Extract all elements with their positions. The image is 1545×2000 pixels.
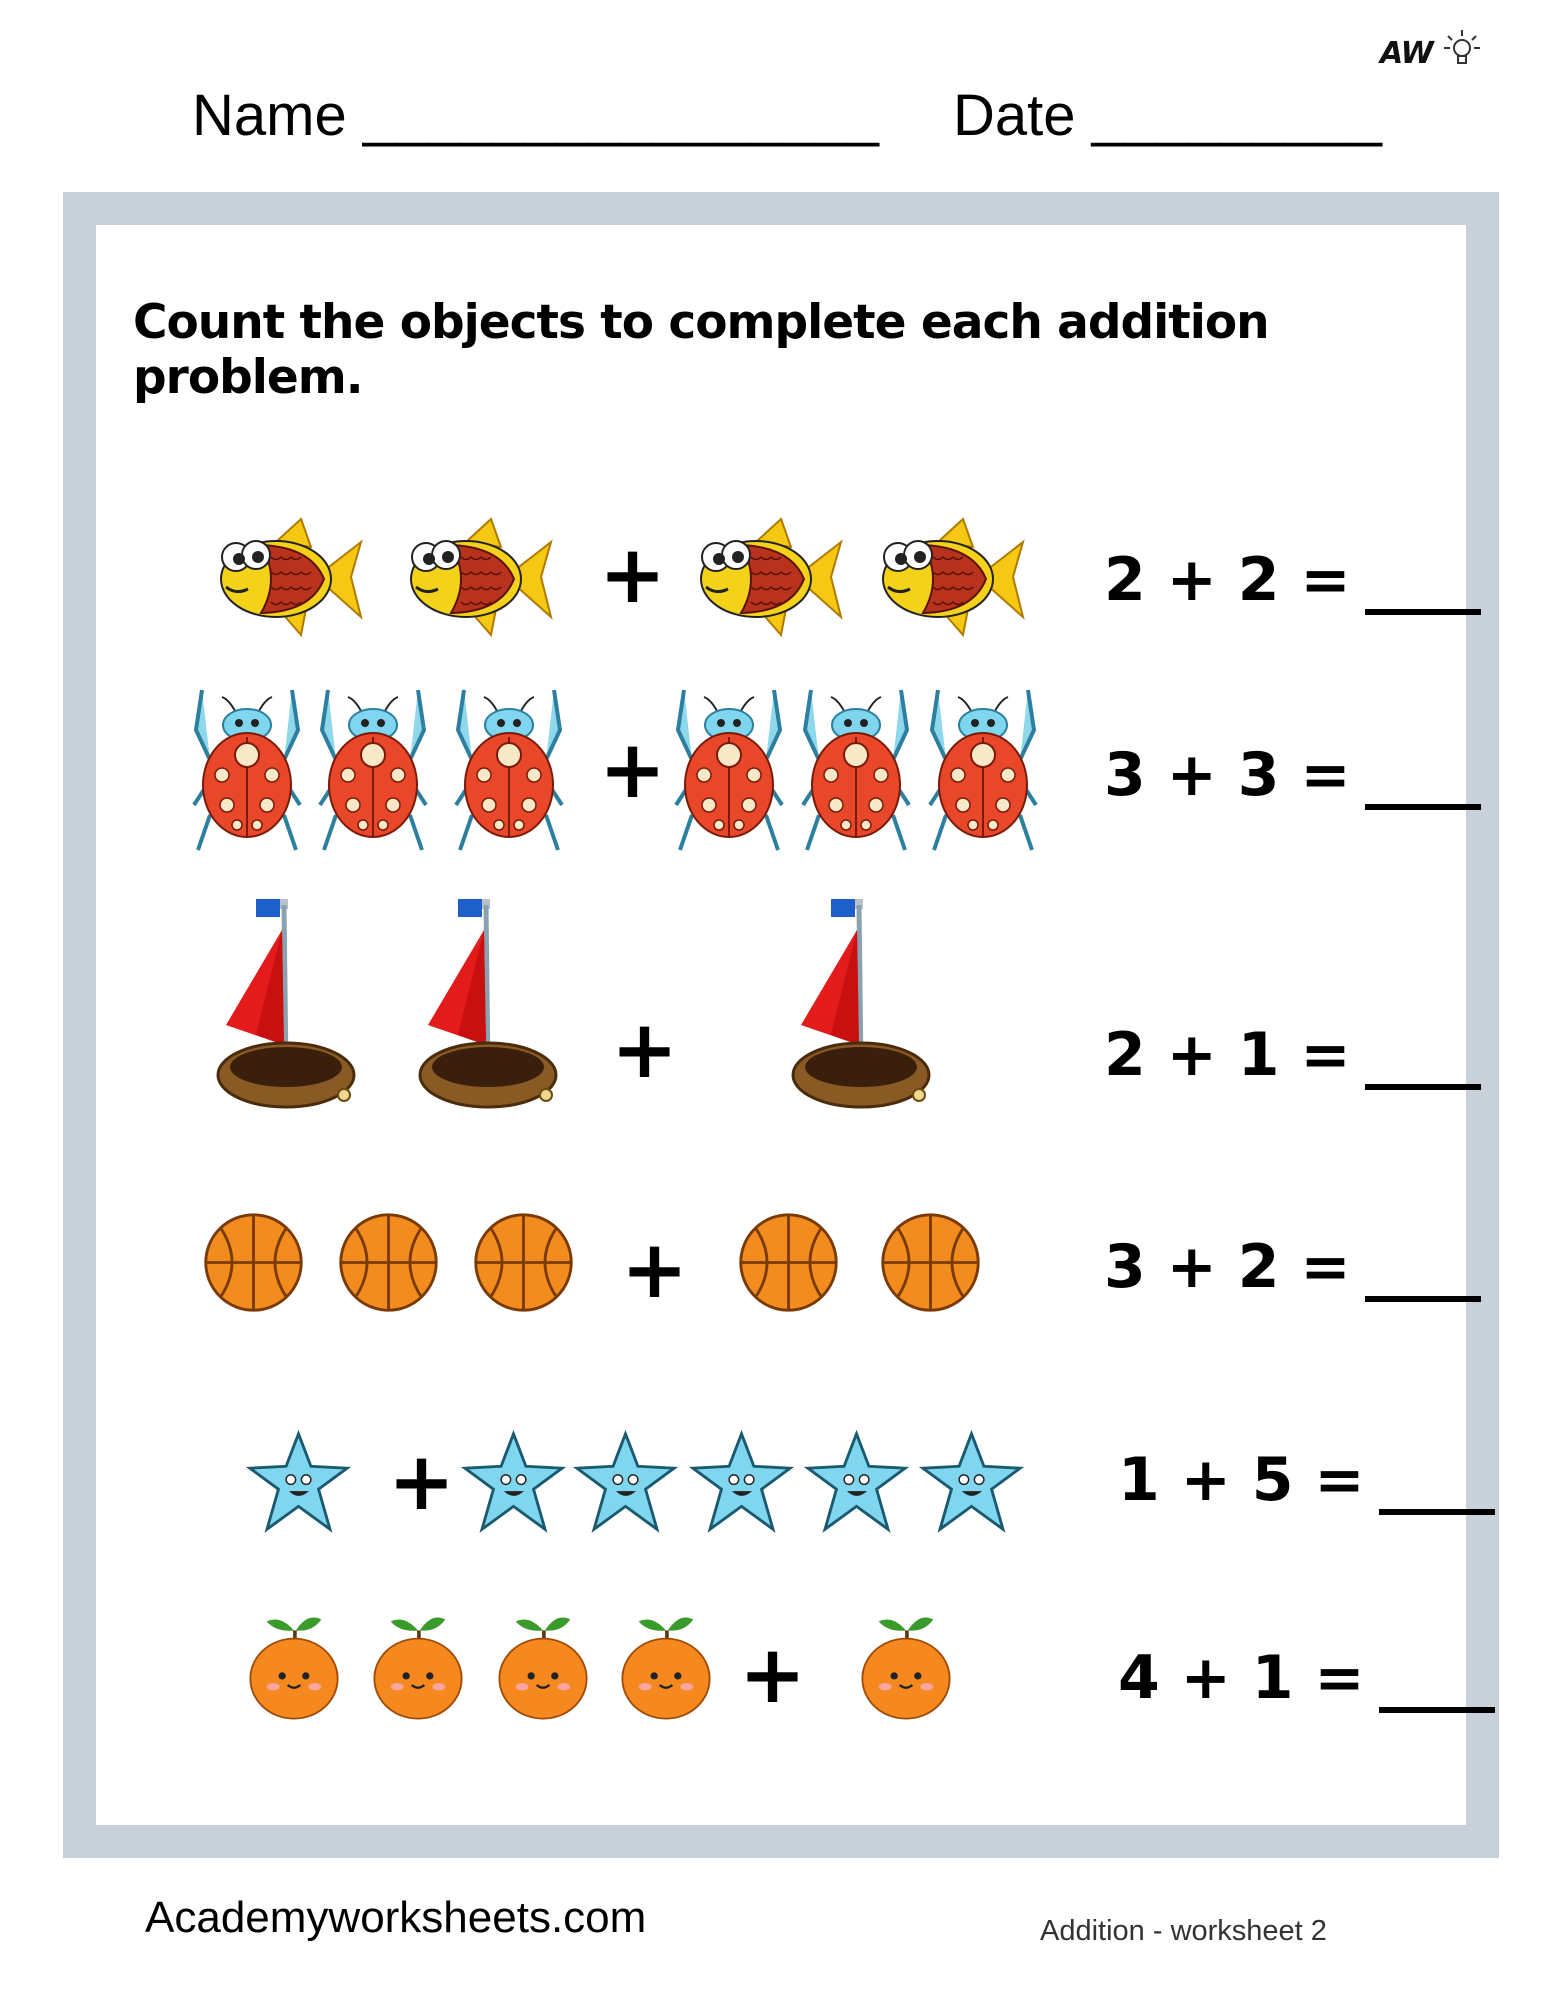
starfish-icon [573, 1430, 678, 1535]
plus-sign: + [388, 1435, 456, 1528]
plus-sign: + [611, 1003, 679, 1096]
worksheet-panel [96, 225, 1466, 1825]
equation [1104, 1020, 1481, 1090]
problem-row-3 [96, 895, 1466, 1135]
equation [1104, 545, 1481, 615]
equation-text: 3 + 3 = [1104, 740, 1351, 810]
name-field-label: Name ________________ [192, 83, 879, 148]
ladybug-icon [318, 685, 428, 855]
sailboat-icon [781, 895, 931, 1125]
problem-row-5 [96, 1430, 1466, 1540]
problem-row-2 [96, 685, 1466, 865]
equation [1104, 1232, 1481, 1302]
basketball-icon [471, 1210, 576, 1315]
fish-icon [206, 517, 366, 637]
ladybug-icon [801, 685, 911, 855]
ladybug-icon [192, 685, 302, 855]
equation [1118, 1445, 1495, 1515]
orange-icon [493, 1605, 593, 1725]
answer-blank[interactable] [1365, 557, 1481, 615]
basketball-icon [201, 1210, 306, 1315]
equation-text: 2 + 2 = [1104, 545, 1351, 615]
logo-text: AW [1380, 36, 1433, 71]
fish-icon [868, 517, 1028, 637]
equation-text: 3 + 2 = [1104, 1232, 1351, 1302]
worksheet-frame [63, 192, 1499, 1858]
footer-site-name: Academyworksheets.com [145, 1893, 647, 1942]
ladybug-icon [928, 685, 1038, 855]
starfish-icon [689, 1430, 794, 1535]
sailboat-icon [206, 895, 356, 1125]
equation [1118, 1643, 1495, 1713]
equation-text: 2 + 1 = [1104, 1020, 1351, 1090]
ladybug-icon [454, 685, 564, 855]
plus-sign: + [621, 1223, 689, 1316]
plus-sign: + [599, 723, 667, 816]
answer-blank[interactable] [1379, 1457, 1495, 1515]
footer-worksheet-label: Addition - worksheet 2 [1040, 1915, 1327, 1947]
orange-icon [856, 1605, 956, 1725]
answer-blank[interactable] [1379, 1655, 1495, 1713]
orange-icon [616, 1605, 716, 1725]
basketball-icon [336, 1210, 441, 1315]
equation-text: 4 + 1 = [1118, 1643, 1365, 1713]
date-field-label: Date _________ [953, 83, 1382, 148]
equation-text: 1 + 5 = [1118, 1445, 1365, 1515]
starfish-icon [919, 1430, 1024, 1535]
instruction-text: Count the objects to complete each addition problem. [133, 295, 1269, 405]
fish-icon [686, 517, 846, 637]
plus-sign: + [739, 1628, 807, 1721]
problem-row-4 [96, 1210, 1466, 1330]
starfish-icon [461, 1430, 566, 1535]
basketball-icon [736, 1210, 841, 1315]
sailboat-icon [408, 895, 558, 1125]
problem-row-6 [96, 1605, 1466, 1735]
ladybug-icon [674, 685, 784, 855]
plus-sign: + [599, 528, 667, 621]
problem-row-1 [96, 495, 1466, 645]
equation [1104, 740, 1481, 810]
answer-blank[interactable] [1365, 1032, 1481, 1090]
brand-logo [1380, 28, 1500, 78]
fish-icon [396, 517, 556, 637]
answer-blank[interactable] [1365, 1244, 1481, 1302]
orange-icon [244, 1605, 344, 1725]
starfish-icon [804, 1430, 909, 1535]
answer-blank[interactable] [1365, 752, 1481, 810]
lightbulb-icon [1442, 28, 1482, 74]
basketball-icon [878, 1210, 983, 1315]
starfish-icon [246, 1430, 351, 1535]
orange-icon [368, 1605, 468, 1725]
